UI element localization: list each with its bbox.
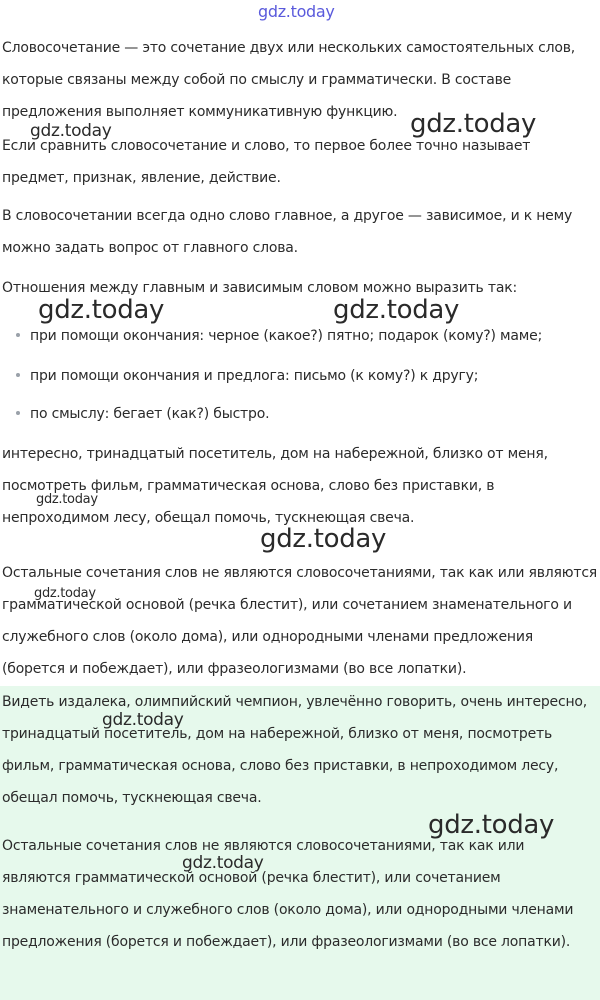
bullet-icon [16,373,20,377]
examples-paragraph: интересно, тринадцатый посетитель, дом на набережной, близко от меня, посмотреть фильм, грамматическая основа, слово без приставки, в непроходимом лесу, обещал помочь, тускнеющая свеча. [2,446,548,526]
definition-paragraph: Словосочетание — это сочетание двух или нескольких самостоятельных слов, которые связаны между собой по смыслу и грамматически. В составе предложения выполняет коммуникативную функцию. [2,40,575,120]
list-item-text: при помощи окончания: черное (какое?) пятно; подарок (кому?) маме; [30,328,543,344]
comparison-paragraph: Если сравнить словосочетание и слово, то первое более точно называет предмет, признак, явление, действие. [2,138,531,186]
list-item [16,360,478,392]
top-watermark: gdz.today [258,2,335,21]
answer-paragraph-1: Видеть издалека, олимпийский чемпион, увлечённо говорить, очень интересно, тринадцатый посетитель, дом на набережной, близко от меня, посмотреть фильм, грамматическая основа, слово без приставки, в непроходимом лесу, обещал помочь, тускнеющая свеча. [2,694,588,806]
answer-paragraph-2: Остальные сочетания слов не являются словосочетаниями, так как или являются грамматической основой (речка блестит), или сочетанием знаменательного и служебного слов (около дома), или однородными членами предложения (борется и побеждает), или фразеологизмами (во все лопатки). [2,838,574,950]
list-item-text: по смыслу: бегает (как?) быстро. [30,406,270,422]
list-item-text: при помощи окончания и предлога: письмо (к кому?) к другу; [30,368,479,384]
list-item [16,398,269,430]
bullet-icon [16,333,20,337]
bullet-icon [16,411,20,415]
answer-box [0,686,600,1000]
watermark: gdz.today [30,121,112,141]
watermark: gdz.today [34,586,96,601]
watermark: gdz.today [102,710,184,730]
watermark: gdz.today [182,853,264,873]
watermark: gdz.today [333,295,460,325]
watermark: gdz.today [36,492,98,507]
others-paragraph: Остальные сочетания слов не являются словосочетаниями, так как или являются грамматической основой (речка блестит), или сочетанием знаменательного и служебного слов (около дома), или однородными членами предложения (борется и побеждает), или фразеологизмами (во все лопатки). [2,565,598,677]
watermark: gdz.today [428,810,555,840]
watermark: gdz.today [260,524,387,554]
watermark: gdz.today [38,295,165,325]
main-word-paragraph: В словосочетании всегда одно слово главное, а другое — зависимое, и к нему можно задать вопрос от главного слова. [2,208,573,256]
watermark: gdz.today [410,109,537,139]
relations-intro: Отношения между главным и зависимым словом можно выразить так: [2,280,517,296]
